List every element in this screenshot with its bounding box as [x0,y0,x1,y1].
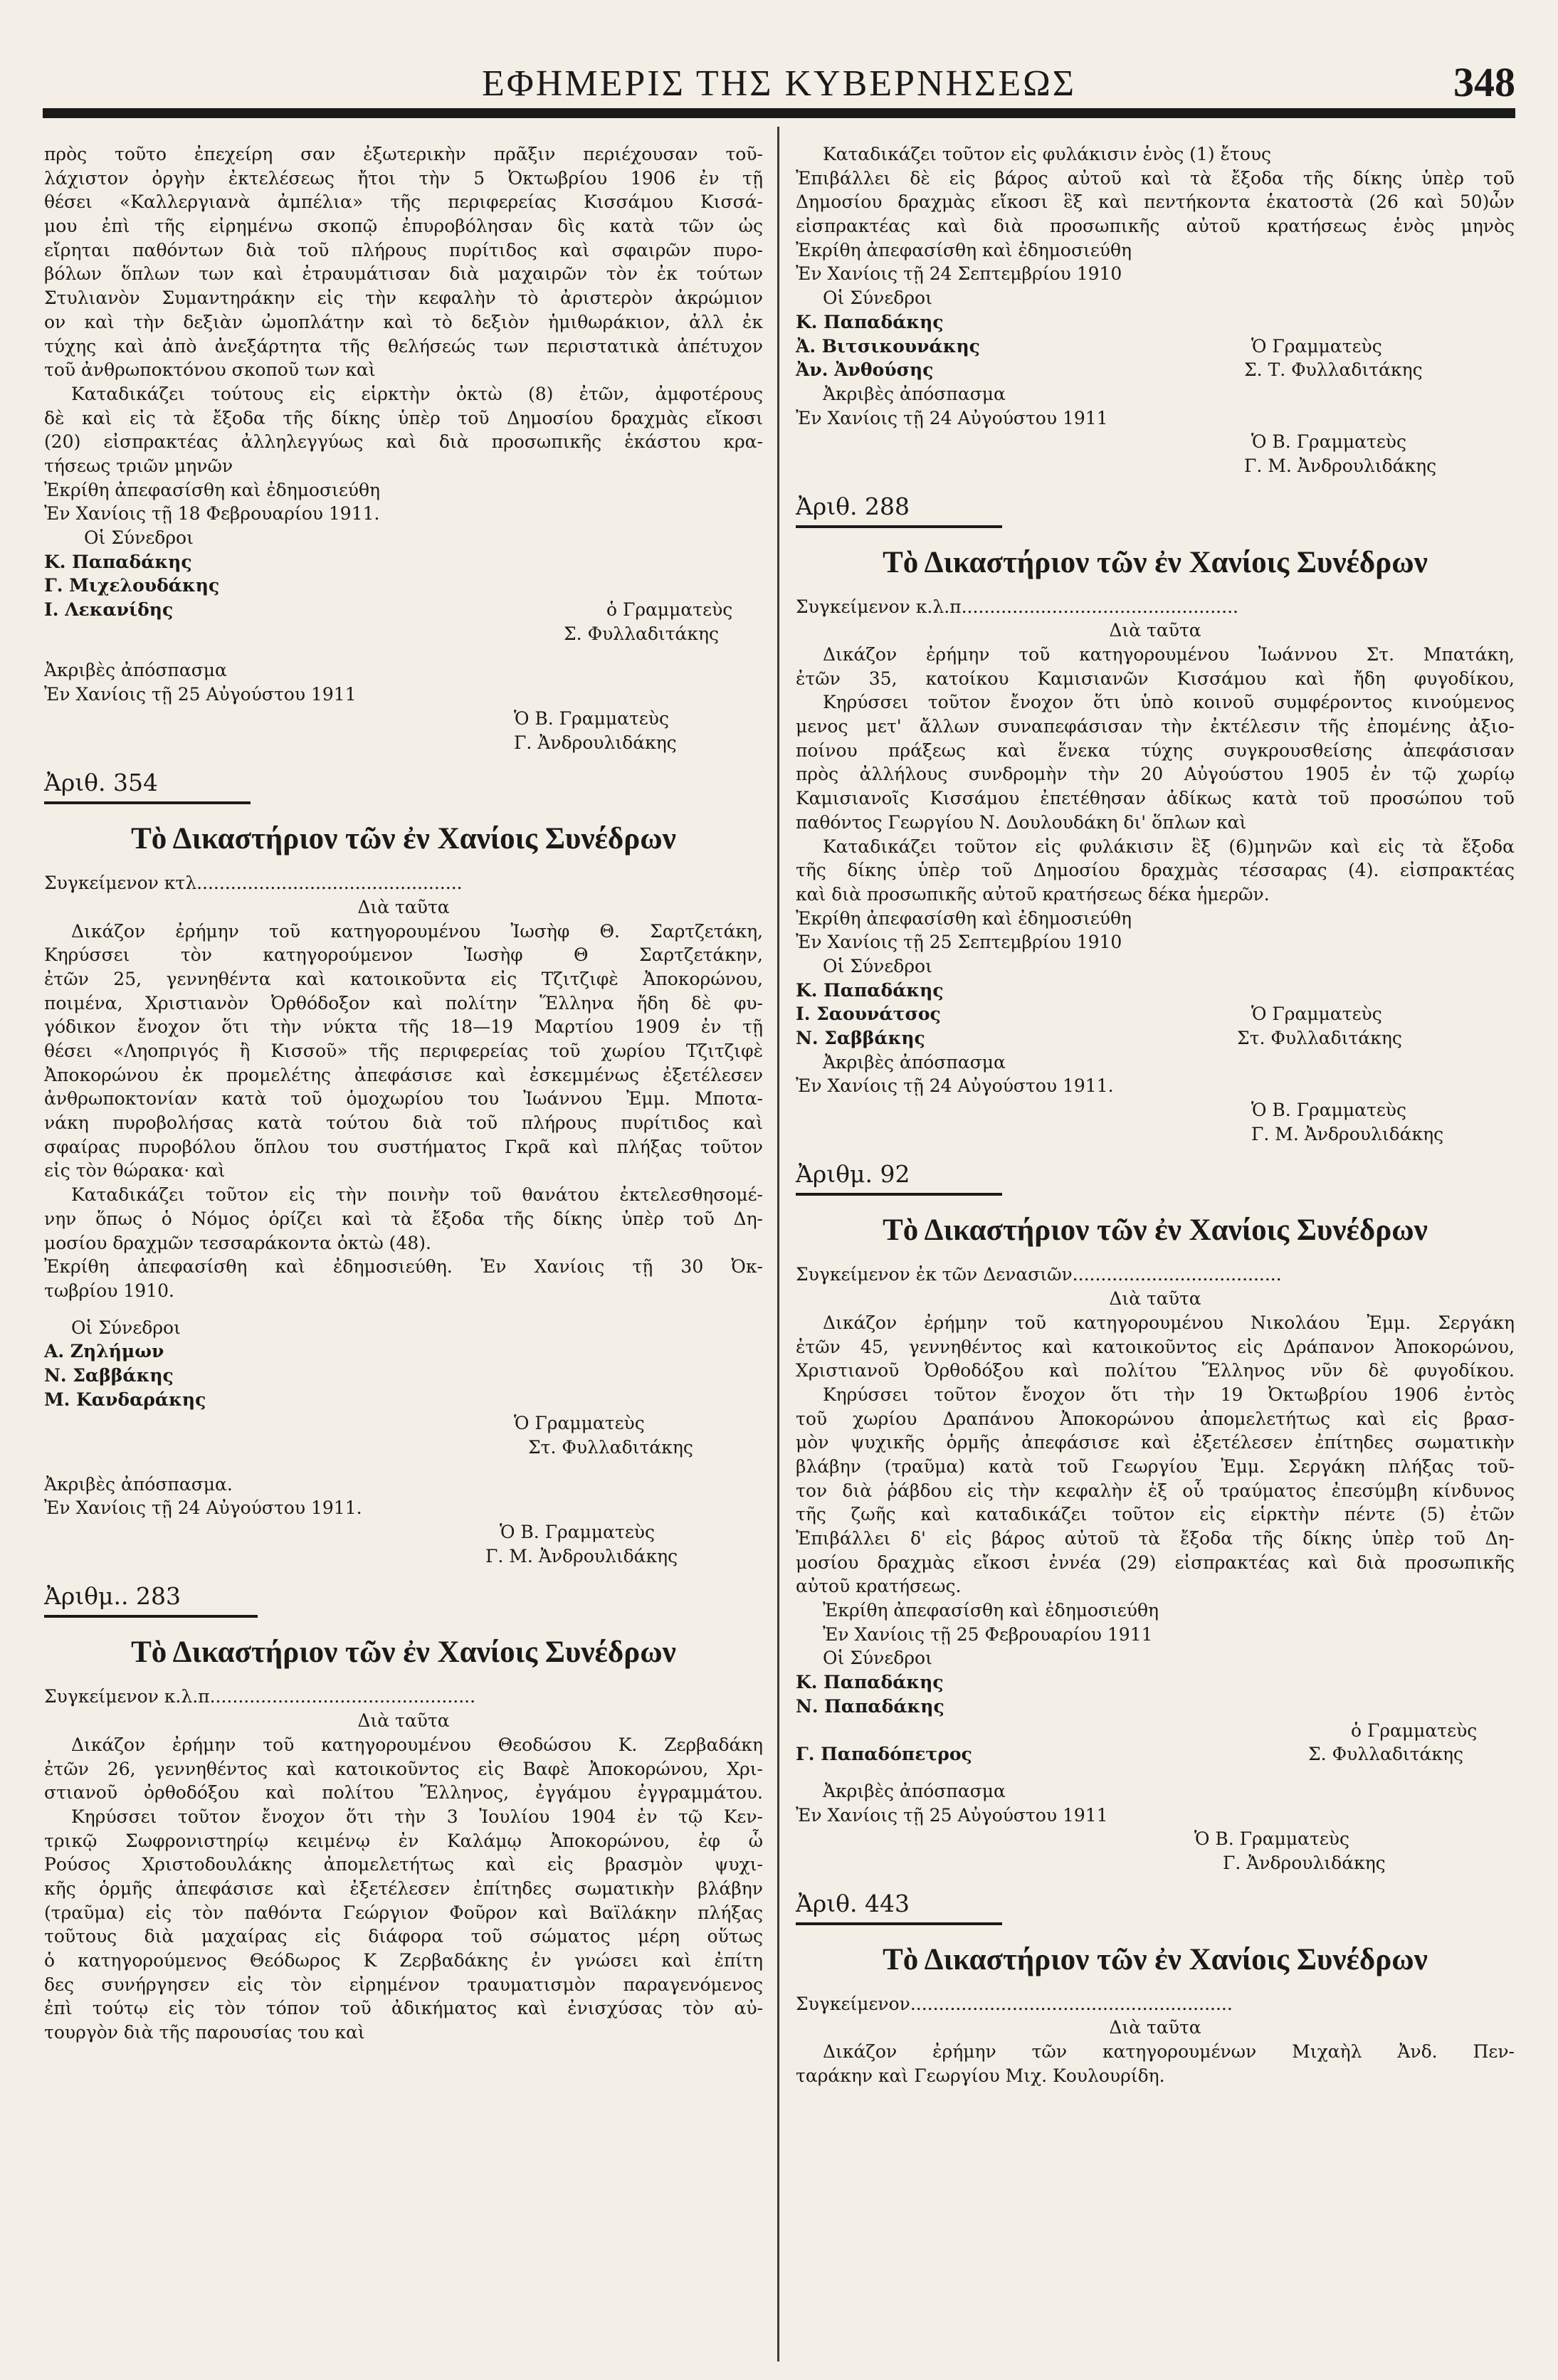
case-443 [796,1875,1515,2088]
text-line: μου ἐπὶ τῆς εἰρημένω σκοπῷ ἐπυροβόλησαν δὶς κατὰ τῶν ὡς [44,216,763,237]
text-line: Ἐκρίθη ἀπεφασίσθη καὶ ἐδημοσιεύθη [796,239,1132,260]
copy-label: Ἀκριβὲς ἀπόσπασμα [44,660,227,681]
text-line: Στυλιανὸν Συμαντηράκην εἰς τὴν κεφαλὴν τὸ ἀριστερὸν ἀκρώμιον [44,288,763,309]
case-288 [796,478,1515,1147]
secretary-name: Γ. Ἀνδρουλιδάκης [1223,1852,1386,1873]
text-line: θέσει «Ληοπριγός ἢ Κισσοῦ» τῆς περιφερείας τοῦ χωρίου Τζιτζιφὲ [44,1041,763,1061]
text-line: Κηρύσσει τὸν κατηγορούμενον Ἰωσὴφ Θ Σαρτζετάκην, [44,944,763,966]
judge-name: Γ. Παπαδόπετρος [796,1744,972,1765]
decided-line: Ἐκρίθη ἀπεφασίσθη καὶ ἐδημοσιεύθη [823,1600,1159,1621]
case-92 [796,1146,1515,1875]
secretary-role: Ὁ Β. Γραμματεὺς [1194,1828,1349,1850]
text-line: παθόντος Γεωργίου Ν. Δουλουδάκη δι' ὅπλων καὶ [796,811,1247,833]
copy-date: Ἐν Χανίοις τῇ 25 Αὐγούστου 1911 [796,1804,1108,1826]
text-line: Ἐπιβάλλει δὲ εἰς βάρος αὐτοῦ καὶ τὰ ἔξοδα τῆς δίκης ὑπὲρ τοῦ [796,167,1515,189]
copy-date: Ἐν Χανίοις τῇ 25 Αὐγούστου 1911 [44,684,357,705]
copy-date: Ἐν Χανίοις τῇ 24 Αὐγούστου 1911 [796,407,1108,428]
clerk-name: Σ. Φυλλαδιτάκης [1308,1744,1464,1765]
copy-date: Ἐν Χανίοις τῇ 24 Αὐγούστου 1911. [796,1075,1114,1097]
text-line: τοῦ χωρίου Δραπάνου Ἀποκορώνου ἀπομελετήτως καὶ εἰς βρασ- [796,1408,1515,1429]
text-line: (20) εἰσπρακτέας ἀλληλεγγύως καὶ διὰ προσωπικῆς ἑκάστου κρα- [44,431,763,453]
copy-label: Ἀκριβὲς ἀπόσπασμα [823,1780,1006,1801]
text-line: ταράκην καὶ Γεωργίου Μιχ. Κουλουρίδη. [796,2065,1165,2086]
judges-label: Οἱ Σύνεδροι [71,1317,181,1338]
text-line: ἐτῶν 45, γεννηθέντος καὶ κατοικοῦντος εἰς Δράπανον Ἀποκορώνου, [796,1336,1515,1357]
text-line: δες συνήργησεν εἰς τὸν εἰρημένον τραυματισμὸν παραγενόμενος [44,1974,763,1995]
continued-decision-text [796,142,1515,478]
decided-line: Ἐκρίθη ἀπεφασίσθη καὶ ἐδημοσιεύθη [796,907,1132,929]
newspaper-title: ΕΦΗΜΕΡΙΣ ΤΗΣ ΚΥΒΕΡΝΗΣΕΩΣ [482,63,1076,104]
text-line: πρὸς τοῦτο ἐπεχείρη σαν ἐξωτερικὴν πρᾶξιν περιέχουσαν τοῦ- [44,144,763,164]
text-line: Κηρύσσει τοῦτον ἔνοχον ὅτι τὴν 19 Ὀκτωβρίου 1906 ἐντὸς [823,1384,1515,1405]
text-line: Δικάζον ἐρήμην τοῦ κατηγορουμένου Θεοδώσου Κ. Ζερβαδάκη [71,1734,763,1755]
text-line: τρικῷ Σωφρονιστηρίῳ κειμένῳ ἐν Καλάμῳ Ἀποκορώνου, ἐφ ὧ [44,1830,763,1851]
text-line: τῆς δίκης ὑπὲρ τοῦ Δημοσίου δραχμὰς τέσσαρας (4). εἰσπρακτέας [796,860,1515,881]
secretary-role: Ὁ Β. Γραμματεὺς [1251,1100,1406,1121]
composed-line: Συγκείμενον κ.λ.π............................................... [44,1686,476,1707]
court-heading: Τὸ Δικαστήριον τῶν ἐν Χανίοις Συνέδρων [883,1213,1428,1248]
date-line: Ἐν Χανίοις τῇ 25 Φεβρουαρίου 1911 [823,1623,1153,1645]
text-line: νάκη πυροβολήσας κατὰ τούτου διὰ τοῦ πλήρους πυρίτιδος καὶ [44,1112,763,1134]
judge-name: Ν. Σαββάκης [796,1028,925,1048]
for-these-reasons: Διὰ ταῦτα [357,1710,450,1732]
secretary-name: Γ. Ἀνδρουλιδάκης [514,732,677,753]
text-line: τῆς ζωῆς καὶ καταδικάζει τοῦτον εἰς εἱρκτὴν πέντε (5) ἐτῶν [796,1504,1515,1525]
judge-name: Κ. Παπαδάκης [796,979,944,1001]
secretary-role: Ὁ Β. Γραμματεὺς [500,1522,655,1543]
text-line: θέσει «Καλλεργιανὰ ἀμπέλια» τῆς περιφερείας Κισσάμου Κισσά- [44,191,763,213]
clerk-role: Ὁ Γραμματεὺς [514,1413,645,1434]
judge-name: Α. Ζηλήμων [44,1341,164,1362]
judge-name: Ι. Σαουνάτσος [796,1004,941,1025]
text-line: πρὸς ἀλλήλους συνδρομὴν τὴν 20 Αὐγούστου 1905 ἐν τῷ χωρίῳ [796,764,1515,785]
clerk-role: ὁ Γραμματεὺς [606,599,733,621]
text-line: Ρούσος Χριστοδουλάκης ἀπομελετήτως καὶ εἰς βρασμὸν ψυχι- [44,1854,763,1875]
text-line: γόδικον ἔνοχον ὅτι τὴν νύκτα τῆς 18—19 Μαρτίου 1909 ἐν τῇ [44,1016,763,1038]
date-line: Ἐν Χανίοις τῇ 18 Φεβρουαρίου 1911. [44,503,380,525]
text-line: ἐτῶν 25, γεννηθέντα καὶ κατοικοῦντα εἰς Τζιτζιφὲ Ἀποκορώνου, [44,968,763,989]
clerk-name: Σ. Φυλλαδιτάκης [564,623,720,644]
text-line: Δικάζον ἐρήμην τοῦ κατηγορουμένου Ἰωσὴφ Θ. Σαρτζετάκη, [71,920,763,942]
text-line: Ἐν Χανίοις τῇ 24 Σεπτεμβρίου 1910 [796,263,1122,285]
text-line: τήσεως τριῶν μηνῶν [44,455,233,476]
case-354 [44,754,763,1568]
date-line: Ἐν Χανίοις τῇ 25 Σεπτεμβρίου 1910 [796,932,1122,953]
case-number: Ἀριθ. 288 [796,478,1002,528]
case-number: Ἀριθ. 354 [44,754,251,804]
clerk-role: Ὁ Γραμματεὺς [1251,335,1382,357]
header-rule [43,108,1515,118]
clerk-name: Στ. Φυλλαδιτάκης [528,1437,693,1458]
court-heading: Τὸ Δικαστήριον τῶν ἐν Χανίοις Συνέδρων [131,1636,676,1670]
text-line: Κηρύσσει τοῦτον ἔνοχον ὅτι ὑπὸ κοινοῦ συμφέροντος κινούμενος [823,692,1515,713]
text-line: ον καὶ τὴν δεξιὰν ὠμοπλάτην καὶ τὸ δεξιὸν ἡμιθωράκιον, ἀλλ ἐκ [44,311,763,332]
text-line: Ἐπιβάλλει δ' εἰς βάρος αὐτοῦ τὰ ἔξοδα τῆς δίκης ὑπὲρ τοῦ Δη- [796,1528,1515,1549]
case-number: Ἀριθ. 443 [796,1875,1002,1925]
text-line: καὶ διὰ προσωπικῆς αὐτοῦ κρατήσεως δέκα ἡμερῶν. [796,883,1270,905]
case-283 [44,1568,763,2044]
judge-name: Ἀν. Ἀνθούσης [796,359,934,381]
text-line: βλάβην (τραῦμα) κατὰ τοῦ Γεωργίου Ἐμμ. Σεργάκη πλήξας τοῦ- [796,1455,1515,1477]
text-line: μοσίου δραχμῶν τεσσαράκοντα ὀκτὼ (48). [44,1232,431,1253]
text-line: Ἀποκορώνου ἐκ προμελέτης ἀπεφάσισε καὶ ἐσκεμμένως ἐξετέλεσεν [44,1064,763,1085]
decided-line: Ἐκρίθη ἀπεφασίσθη καὶ ἐδημοσιεύθη [44,479,381,500]
text-line: Δημοσίου δραχμὰς εἴκοσι ἓξ καὶ πεντήκοντα ἑκατοστὰ (26 καὶ 50)ὧν [796,191,1515,213]
text-line: ἐπὶ τούτῳ εἰς τὸν τόπον τοῦ ἀδικήματος καὶ ἐνισχύσας τὸν αὐ- [44,1998,763,2019]
secretary-name: Γ. Μ. Ἀνδρουλιδάκης [485,1545,678,1567]
text-line: (τραῦμα) εἰς τὸν παθόντα Γεώργιον Φοῦρον καὶ Βαϊλάκην πλήξας [44,1902,763,1923]
continued-decision-text [44,142,763,754]
clerk-name: Σ. Τ. Φυλλαδιτάκης [1244,359,1423,381]
text-line: ὁ κατηγορούμενος Θεόδωρος Κ Ζερβαδάκης ἐν γνώσει καὶ ἐπίτη [44,1950,763,1971]
text-line: δὲ καὶ εἰς τὰ ἔξοδα τῆς δίκης ὑπὲρ τοῦ Δημοσίου δραχμὰς εἴκοσι [44,407,763,428]
judge-name: Ι. Λεκανίδης [44,599,174,621]
text-line: ἐτῶν 26, γεννηθέντος καὶ κατοικοῦντος εἰς Βαφὲ Ἀποκορώνου, Χρι- [44,1758,763,1779]
copy-label: Ἀκριβὲς ἀπόσπασμα [823,1051,1006,1073]
text-line: τοῦ ἀνθρωποκτόνου σκοποῦ των καὶ [44,359,376,381]
judge-name: Γ. Μιχελουδάκης [44,575,220,596]
right-column [796,142,1515,2087]
text-line: μοσίου δραχμὰς εἴκοσι ἐννέα (29) εἰσπρακτέας καὶ διὰ προσωπικῆς [796,1552,1515,1573]
text-line: Δικάζον ἐρήμην τοῦ κατηγορουμένου Ἰωάννου Στ. Μπατάκη, [823,644,1515,665]
text-line: λάχιστον ὀργὴν ἐκτελέσεως ἤτοι τὴν 5 Ὀκτωβρίου 1906 ἐν τῇ [44,167,763,189]
text-line: Καταδικάζει τοῦτον εἰς φυλάκισιν ἓξ (6)μηνῶν καὶ εἰς τὰ ἔξοδα [823,836,1515,857]
text-line: Δικάζον ἐρήμην τῶν κατηγορουμένων Μιχαὴλ Ἀνδ. Πεν- [823,2041,1515,2062]
composed-line: Συγκείμενον......................................................... [796,1993,1233,2014]
text-line: βόλων ὅπλων των καὶ ἐτραυμάτισαν διὰ μαχαιρῶν τὸν ἐκ τούτων [44,263,763,285]
judges-label: Οἱ Σύνεδροι [84,527,194,548]
text-line: αὐτοῦ κρατήσεως. [796,1576,962,1597]
for-these-reasons: Διὰ ταῦτα [357,896,450,917]
text-line: Καμισιανοῖς Κισσάμου ἐπετέθησαν ἀδίκως κατὰ τοῦ προσώπου τοῦ [796,788,1515,809]
judge-name: Μ. Κανδαράκης [44,1389,206,1410]
judges-label: Οἱ Σύνεδροι [823,288,932,309]
text-line: τοῦτους διὰ μαχαίρας εἰς διάφορα τοῦ σώματος μέρη οὕτως [44,1926,763,1947]
judge-name: Κ. Παπαδάκης [796,311,944,332]
text-line: Κηρύσσει τοῦτον ἔνοχον ὅτι τὴν 3 Ἰουλίου 1904 ἐν τῷ Κεν- [71,1806,763,1827]
text-line: ἀνθρωποκτονίαν κατὰ τοῦ ὁμοχωρίου του Ἰωάννου Ἐμμ. Μποτα- [44,1088,763,1110]
for-these-reasons: Διὰ ταῦτα [1109,2017,1201,2038]
judge-name: Κ. Παπαδάκης [44,551,192,572]
text-line: ποιμένα, Χριστιανὸν Ὀρθόδοξον καὶ πολίτην Ἕλληνα ἤδη δὲ φυ- [44,992,763,1013]
left-column [44,142,763,2045]
judge-name: Ἀ. Βιτσικουνάκης [796,335,980,357]
judge-name: Ν. Παπαδάκης [796,1695,944,1717]
text-line: μὸν ψυχικῆς ὁρμῆς ἀπεφάσισε καὶ ἐξετέλεσεν ἐπίτηδες σωματικὴν [796,1432,1515,1453]
text-line: τωβρίου 1910. [44,1280,174,1301]
page-number: 348 [1453,59,1515,105]
copy-label: Ἀκριβὲς ἀπόσπασμα. [44,1473,233,1495]
court-heading: Τὸ Δικαστήριον τῶν ἐν Χανίοις Συνέδρων [131,822,676,856]
text-line: ἐτῶν 35, κατοίκου Καμισιανῶν Κισσάμου καὶ ἤδη φυγοδίκου, [796,668,1515,689]
text-line: μενος μετ' ἄλλων συναπεφάσισαν τὴν ἐκτέλεσιν τῆς ἐπομένης ἀξιο- [796,716,1515,737]
composed-line: Συγκείμενον ἐκ τῶν Δενασιῶν..................................... [796,1264,1282,1285]
composed-line: Συγκείμενον κ.λ.π................................................. [796,596,1238,617]
clerk-role: Ὁ Γραμματεὺς [1251,1004,1382,1025]
court-heading: Τὸ Δικαστήριον τῶν ἐν Χανίοις Συνέδρων [883,1942,1428,1976]
text-line: Καταδικάζει τοῦτον εἰς φυλάκισιν ἑνὸς (1) ἔτους [823,144,1272,164]
judge-name: Κ. Παπαδάκης [796,1672,944,1693]
case-number: Ἀριθμ.. 283 [44,1568,258,1618]
text-line: σφαίρας πυροβόλου ὅπλου του συστήματος Γκρᾶ καὶ πλήξας τοῦτον [44,1136,763,1157]
text-line: Δικάζον ἐρήμην τοῦ κατηγορουμένου Νικολάου Ἐμμ. Σεργάκη [823,1312,1515,1333]
text-line: τουργὸν διὰ τῆς παρουσίας του καὶ [44,2022,365,2043]
text-line: τύχης καὶ ἀπὸ ἀνεξάρτητα τῆς θελήσεώς των περιστατικὰ ἀπέτυχον [44,335,763,357]
secretary-name: Γ. Μ. Ἀνδρουλιδάκης [1251,1123,1444,1144]
judges-label: Οἱ Σύνεδροι [823,1648,932,1669]
text-line: ποίνου πράξεως καὶ ἕνεκα τύχης συγκρουσθείσης ἀπεφάσισαν [796,739,1515,761]
composed-line: Συγκείμενον κτλ............................................... [44,873,463,894]
text-line: κῆς ὁρμῆς ἀπεφάσισε καὶ ἐξετέλεσεν ἐπίτηδες σωματικὴν βλάβην [44,1878,763,1899]
secretary-name: Γ. Μ. Ἀνδρουλιδάκης [1244,455,1437,476]
clerk-role: ὁ Γραμματεὺς [1351,1720,1478,1741]
judges-label: Οἱ Σύνεδροι [823,955,932,976]
case-number: Ἀριθμ. 92 [796,1146,1002,1196]
judge-name: Ν. Σαββάκης [44,1364,174,1386]
court-heading: Τὸ Δικαστήριον τῶν ἐν Χανίοις Συνέδρων [883,545,1428,579]
for-these-reasons: Διὰ ταῦτα [1109,1288,1201,1310]
text-line: στιανοῦ ὀρθοδόξου καὶ πολίτου Ἕλληνος, ἐγγάμου ἐγγραμμάτου. [44,1782,763,1804]
secretary-role: Ὁ Β. Γραμματεὺς [514,707,669,729]
clerk-name: Στ. Φυλλαδιτάκης [1237,1028,1402,1048]
text-line: εἴρηται παθόντων διὰ τοῦ πλήρους πυρίτιδος καὶ σφαιρῶν πυρο- [44,239,763,260]
text-line: εἰσπρακτέας καὶ διὰ προσωπικῆς αὐτοῦ κρατήσεως ἑνὸς μηνὸς [796,216,1515,237]
text-line: εἰς τὸν θώρακα· καὶ [44,1160,226,1181]
text-line: νην ὅπως ὁ Νόμος ὁρίζει καὶ τὰ ἔξοδα τῆς δίκης ὑπὲρ τοῦ Δη- [44,1208,763,1229]
text-line: τον διὰ ῥάβδου εἰς τὴν κεφαλὴν ἐξ οὗ τραύματος ἐπεσύμβη κίνδυνος [796,1480,1515,1501]
for-these-reasons: Διὰ ταῦτα [1109,620,1201,641]
column-divider [777,127,779,2361]
copy-label: Ἀκριβὲς ἀπόσπασμα [823,383,1006,404]
text-line: Καταδικάζει τοῦτον εἰς τὴν ποινὴν τοῦ θανάτου ἐκτελεσθησομέ- [71,1184,763,1206]
text-line: Καταδικάζει τούτους εἰς εἱρκτὴν ὀκτὼ (8) ἐτῶν, ἀμφοτέρους [71,383,763,404]
text-line: Χριστιανοῦ Ὀρθοδόξου καὶ πολίτου Ἕλληνος νῦν δὲ φυγοδίκου. [796,1360,1515,1381]
copy-date: Ἐν Χανίοις τῇ 24 Αὐγούστου 1911. [44,1497,362,1519]
text-line: Ἐκρίθη ἀπεφασίσθη καὶ ἐδημοσιεύθη. Ἐν Χανίοις τῇ 30 Ὀκ- [44,1256,763,1278]
secretary-role: Ὁ Β. Γραμματεὺς [1251,431,1406,453]
